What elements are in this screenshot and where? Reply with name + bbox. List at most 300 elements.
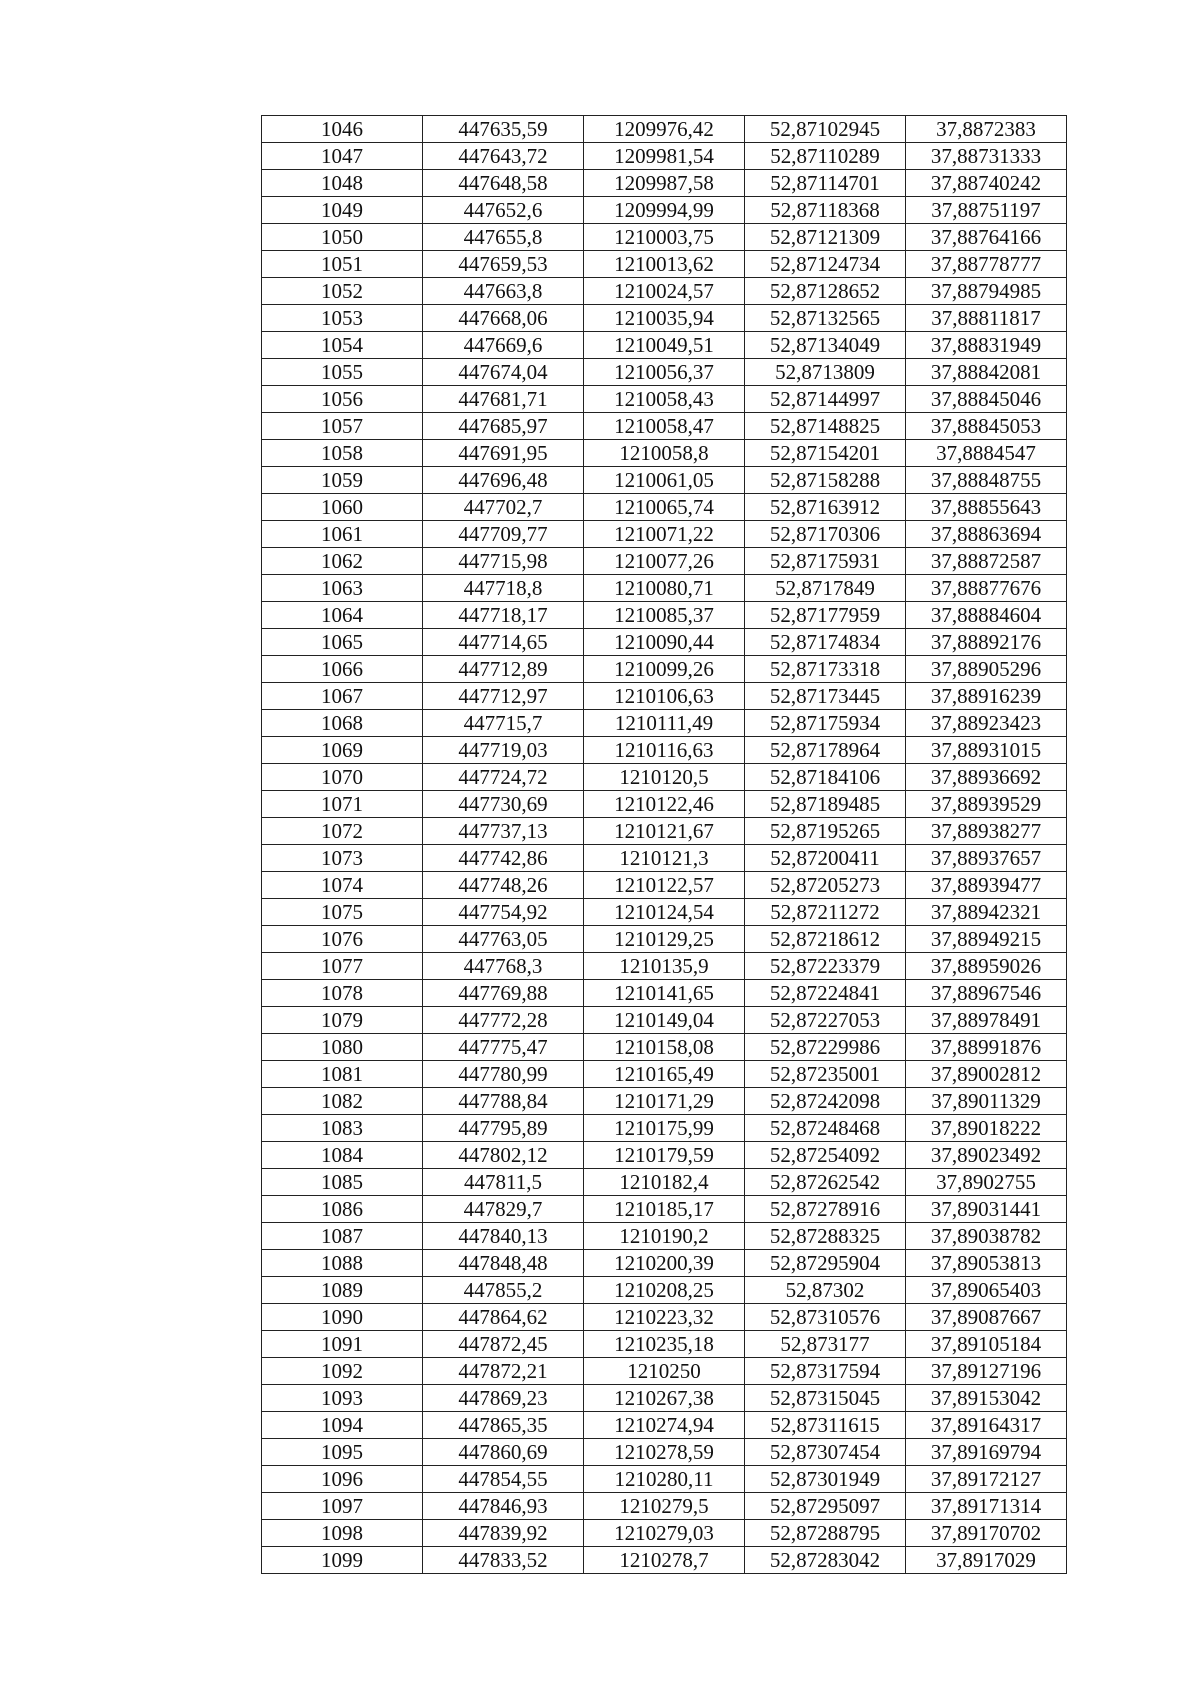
latitude-cell: 52,87200411: [745, 845, 906, 872]
table-row: [262, 1331, 1067, 1358]
latitude-cell: 52,87132565: [745, 305, 906, 332]
longitude-cell: 37,88778777: [906, 251, 1067, 278]
x-coordinate-cell: 447811,5: [423, 1169, 584, 1196]
table-row: [262, 1196, 1067, 1223]
y-coordinate-cell: 1210121,3: [584, 845, 745, 872]
point-number-cell: 1097: [262, 1493, 423, 1520]
table-row: [262, 602, 1067, 629]
longitude-cell: 37,8884547: [906, 440, 1067, 467]
y-coordinate-cell: 1210116,63: [584, 737, 745, 764]
point-number-cell: 1075: [262, 899, 423, 926]
longitude-cell: 37,88845046: [906, 386, 1067, 413]
x-coordinate-cell: 447719,03: [423, 737, 584, 764]
latitude-cell: 52,87184106: [745, 764, 906, 791]
y-coordinate-cell: 1210250: [584, 1358, 745, 1385]
point-number-cell: 1098: [262, 1520, 423, 1547]
y-coordinate-cell: 1210085,37: [584, 602, 745, 629]
x-coordinate-cell: 447718,17: [423, 602, 584, 629]
y-coordinate-cell: 1209994,99: [584, 197, 745, 224]
longitude-cell: 37,88794985: [906, 278, 1067, 305]
longitude-cell: 37,88949215: [906, 926, 1067, 953]
y-coordinate-cell: 1210274,94: [584, 1412, 745, 1439]
table-row: [262, 1034, 1067, 1061]
table-row: [262, 1007, 1067, 1034]
point-number-cell: 1084: [262, 1142, 423, 1169]
y-coordinate-cell: 1210165,49: [584, 1061, 745, 1088]
table-row: [262, 764, 1067, 791]
longitude-cell: 37,88936692: [906, 764, 1067, 791]
latitude-cell: 52,87178964: [745, 737, 906, 764]
latitude-cell: 52,87223379: [745, 953, 906, 980]
x-coordinate-cell: 447712,89: [423, 656, 584, 683]
table-row: [262, 953, 1067, 980]
table-row: [262, 1493, 1067, 1520]
point-number-cell: 1091: [262, 1331, 423, 1358]
x-coordinate-cell: 447718,8: [423, 575, 584, 602]
table-row: [262, 359, 1067, 386]
latitude-cell: 52,87301949: [745, 1466, 906, 1493]
table-row: [262, 197, 1067, 224]
table-row: [262, 548, 1067, 575]
longitude-cell: 37,88731333: [906, 143, 1067, 170]
y-coordinate-cell: 1210141,65: [584, 980, 745, 1007]
point-number-cell: 1064: [262, 602, 423, 629]
y-coordinate-cell: 1210120,5: [584, 764, 745, 791]
point-number-cell: 1099: [262, 1547, 423, 1574]
latitude-cell: 52,87254092: [745, 1142, 906, 1169]
y-coordinate-cell: 1210049,51: [584, 332, 745, 359]
longitude-cell: 37,89172127: [906, 1466, 1067, 1493]
x-coordinate-cell: 447802,12: [423, 1142, 584, 1169]
latitude-cell: 52,87315045: [745, 1385, 906, 1412]
point-number-cell: 1076: [262, 926, 423, 953]
point-number-cell: 1077: [262, 953, 423, 980]
point-number-cell: 1048: [262, 170, 423, 197]
x-coordinate-cell: 447865,35: [423, 1412, 584, 1439]
longitude-cell: 37,89170702: [906, 1520, 1067, 1547]
latitude-cell: 52,87242098: [745, 1088, 906, 1115]
y-coordinate-cell: 1209981,54: [584, 143, 745, 170]
y-coordinate-cell: 1210121,67: [584, 818, 745, 845]
point-number-cell: 1056: [262, 386, 423, 413]
y-coordinate-cell: 1210058,47: [584, 413, 745, 440]
point-number-cell: 1047: [262, 143, 423, 170]
longitude-cell: 37,89171314: [906, 1493, 1067, 1520]
y-coordinate-cell: 1210278,7: [584, 1547, 745, 1574]
point-number-cell: 1070: [262, 764, 423, 791]
y-coordinate-cell: 1210024,57: [584, 278, 745, 305]
point-number-cell: 1095: [262, 1439, 423, 1466]
y-coordinate-cell: 1210080,71: [584, 575, 745, 602]
latitude-cell: 52,87295904: [745, 1250, 906, 1277]
latitude-cell: 52,87288325: [745, 1223, 906, 1250]
x-coordinate-cell: 447674,04: [423, 359, 584, 386]
table-row: [262, 1115, 1067, 1142]
y-coordinate-cell: 1210013,62: [584, 251, 745, 278]
point-number-cell: 1074: [262, 872, 423, 899]
latitude-cell: 52,87307454: [745, 1439, 906, 1466]
x-coordinate-cell: 447763,05: [423, 926, 584, 953]
table-row: [262, 1169, 1067, 1196]
point-number-cell: 1086: [262, 1196, 423, 1223]
table-row: [262, 791, 1067, 818]
x-coordinate-cell: 447714,65: [423, 629, 584, 656]
latitude-cell: 52,873177: [745, 1331, 906, 1358]
latitude-cell: 52,87262542: [745, 1169, 906, 1196]
latitude-cell: 52,87227053: [745, 1007, 906, 1034]
longitude-cell: 37,88740242: [906, 170, 1067, 197]
longitude-cell: 37,89127196: [906, 1358, 1067, 1385]
table-row: [262, 1088, 1067, 1115]
latitude-cell: 52,87110289: [745, 143, 906, 170]
latitude-cell: 52,87175931: [745, 548, 906, 575]
y-coordinate-cell: 1210185,17: [584, 1196, 745, 1223]
point-number-cell: 1067: [262, 683, 423, 710]
latitude-cell: 52,87177959: [745, 602, 906, 629]
y-coordinate-cell: 1210099,26: [584, 656, 745, 683]
x-coordinate-cell: 447780,99: [423, 1061, 584, 1088]
longitude-cell: 37,88905296: [906, 656, 1067, 683]
y-coordinate-cell: 1210279,5: [584, 1493, 745, 1520]
latitude-cell: 52,87235001: [745, 1061, 906, 1088]
latitude-cell: 52,87278916: [745, 1196, 906, 1223]
x-coordinate-cell: 447833,52: [423, 1547, 584, 1574]
table-row: [262, 143, 1067, 170]
table-row: [262, 1142, 1067, 1169]
table-row: [262, 926, 1067, 953]
latitude-cell: 52,8713809: [745, 359, 906, 386]
latitude-cell: 52,87211272: [745, 899, 906, 926]
point-number-cell: 1058: [262, 440, 423, 467]
table-row: [262, 170, 1067, 197]
y-coordinate-cell: 1210280,11: [584, 1466, 745, 1493]
point-number-cell: 1069: [262, 737, 423, 764]
x-coordinate-cell: 447775,47: [423, 1034, 584, 1061]
x-coordinate-cell: 447769,88: [423, 980, 584, 1007]
x-coordinate-cell: 447696,48: [423, 467, 584, 494]
latitude-cell: 52,87124734: [745, 251, 906, 278]
longitude-cell: 37,88751197: [906, 197, 1067, 224]
x-coordinate-cell: 447715,98: [423, 548, 584, 575]
x-coordinate-cell: 447668,06: [423, 305, 584, 332]
x-coordinate-cell: 447648,58: [423, 170, 584, 197]
latitude-cell: 52,87173318: [745, 656, 906, 683]
latitude-cell: 52,87175934: [745, 710, 906, 737]
y-coordinate-cell: 1210278,59: [584, 1439, 745, 1466]
latitude-cell: 52,87163912: [745, 494, 906, 521]
y-coordinate-cell: 1210135,9: [584, 953, 745, 980]
point-number-cell: 1078: [262, 980, 423, 1007]
table-row: [262, 1466, 1067, 1493]
longitude-cell: 37,88872587: [906, 548, 1067, 575]
x-coordinate-cell: 447754,92: [423, 899, 584, 926]
latitude-cell: 52,87118368: [745, 197, 906, 224]
table-row: [262, 1223, 1067, 1250]
longitude-cell: 37,88942321: [906, 899, 1067, 926]
point-number-cell: 1072: [262, 818, 423, 845]
table-row: [262, 683, 1067, 710]
longitude-cell: 37,89105184: [906, 1331, 1067, 1358]
longitude-cell: 37,88938277: [906, 818, 1067, 845]
x-coordinate-cell: 447702,7: [423, 494, 584, 521]
longitude-cell: 37,89164317: [906, 1412, 1067, 1439]
x-coordinate-cell: 447848,48: [423, 1250, 584, 1277]
y-coordinate-cell: 1210279,03: [584, 1520, 745, 1547]
point-number-cell: 1060: [262, 494, 423, 521]
longitude-cell: 37,89002812: [906, 1061, 1067, 1088]
longitude-cell: 37,88991876: [906, 1034, 1067, 1061]
latitude-cell: 52,87128652: [745, 278, 906, 305]
table-row: [262, 818, 1067, 845]
y-coordinate-cell: 1210235,18: [584, 1331, 745, 1358]
longitude-cell: 37,88811817: [906, 305, 1067, 332]
x-coordinate-cell: 447864,62: [423, 1304, 584, 1331]
x-coordinate-cell: 447872,21: [423, 1358, 584, 1385]
point-number-cell: 1059: [262, 467, 423, 494]
x-coordinate-cell: 447872,45: [423, 1331, 584, 1358]
y-coordinate-cell: 1210208,25: [584, 1277, 745, 1304]
table-row: [262, 1412, 1067, 1439]
latitude-cell: 52,87283042: [745, 1547, 906, 1574]
y-coordinate-cell: 1210223,32: [584, 1304, 745, 1331]
point-number-cell: 1049: [262, 197, 423, 224]
table-row: [262, 494, 1067, 521]
latitude-cell: 52,87311615: [745, 1412, 906, 1439]
table-row: [262, 1520, 1067, 1547]
longitude-cell: 37,88764166: [906, 224, 1067, 251]
x-coordinate-cell: 447681,71: [423, 386, 584, 413]
point-number-cell: 1092: [262, 1358, 423, 1385]
latitude-cell: 52,87158288: [745, 467, 906, 494]
latitude-cell: 52,87144997: [745, 386, 906, 413]
y-coordinate-cell: 1210171,29: [584, 1088, 745, 1115]
x-coordinate-cell: 447712,97: [423, 683, 584, 710]
x-coordinate-cell: 447669,6: [423, 332, 584, 359]
x-coordinate-cell: 447685,97: [423, 413, 584, 440]
point-number-cell: 1066: [262, 656, 423, 683]
point-number-cell: 1046: [262, 116, 423, 143]
longitude-cell: 37,89011329: [906, 1088, 1067, 1115]
y-coordinate-cell: 1210149,04: [584, 1007, 745, 1034]
latitude-cell: 52,87170306: [745, 521, 906, 548]
x-coordinate-cell: 447737,13: [423, 818, 584, 845]
table-row: [262, 521, 1067, 548]
point-number-cell: 1094: [262, 1412, 423, 1439]
x-coordinate-cell: 447748,26: [423, 872, 584, 899]
point-number-cell: 1083: [262, 1115, 423, 1142]
y-coordinate-cell: 1210267,38: [584, 1385, 745, 1412]
table-row: [262, 575, 1067, 602]
y-coordinate-cell: 1210124,54: [584, 899, 745, 926]
x-coordinate-cell: 447635,59: [423, 116, 584, 143]
longitude-cell: 37,89087667: [906, 1304, 1067, 1331]
y-coordinate-cell: 1210058,8: [584, 440, 745, 467]
point-number-cell: 1080: [262, 1034, 423, 1061]
point-number-cell: 1081: [262, 1061, 423, 1088]
latitude-cell: 52,87189485: [745, 791, 906, 818]
longitude-cell: 37,89023492: [906, 1142, 1067, 1169]
point-number-cell: 1050: [262, 224, 423, 251]
table-row: [262, 1277, 1067, 1304]
point-number-cell: 1087: [262, 1223, 423, 1250]
x-coordinate-cell: 447829,7: [423, 1196, 584, 1223]
y-coordinate-cell: 1210077,26: [584, 548, 745, 575]
table-row: [262, 1304, 1067, 1331]
latitude-cell: 52,87229986: [745, 1034, 906, 1061]
x-coordinate-cell: 447652,6: [423, 197, 584, 224]
latitude-cell: 52,87148825: [745, 413, 906, 440]
x-coordinate-cell: 447655,8: [423, 224, 584, 251]
longitude-cell: 37,88939477: [906, 872, 1067, 899]
table-row: [262, 251, 1067, 278]
longitude-cell: 37,88959026: [906, 953, 1067, 980]
point-number-cell: 1088: [262, 1250, 423, 1277]
latitude-cell: 52,87205273: [745, 872, 906, 899]
latitude-cell: 52,87173445: [745, 683, 906, 710]
longitude-cell: 37,89038782: [906, 1223, 1067, 1250]
longitude-cell: 37,89065403: [906, 1277, 1067, 1304]
x-coordinate-cell: 447715,7: [423, 710, 584, 737]
longitude-cell: 37,88939529: [906, 791, 1067, 818]
y-coordinate-cell: 1210061,05: [584, 467, 745, 494]
table-row: [262, 629, 1067, 656]
x-coordinate-cell: 447772,28: [423, 1007, 584, 1034]
latitude-cell: 52,87102945: [745, 116, 906, 143]
x-coordinate-cell: 447742,86: [423, 845, 584, 872]
longitude-cell: 37,88842081: [906, 359, 1067, 386]
table-body: [262, 116, 1067, 1574]
x-coordinate-cell: 447691,95: [423, 440, 584, 467]
longitude-cell: 37,88848755: [906, 467, 1067, 494]
longitude-cell: 37,88855643: [906, 494, 1067, 521]
latitude-cell: 52,87154201: [745, 440, 906, 467]
table-row: [262, 1385, 1067, 1412]
point-number-cell: 1054: [262, 332, 423, 359]
y-coordinate-cell: 1210111,49: [584, 710, 745, 737]
y-coordinate-cell: 1210090,44: [584, 629, 745, 656]
x-coordinate-cell: 447730,69: [423, 791, 584, 818]
y-coordinate-cell: 1209987,58: [584, 170, 745, 197]
table-row: [262, 278, 1067, 305]
y-coordinate-cell: 1210179,59: [584, 1142, 745, 1169]
longitude-cell: 37,88863694: [906, 521, 1067, 548]
latitude-cell: 52,87295097: [745, 1493, 906, 1520]
table-row: [262, 386, 1067, 413]
table-row: [262, 1547, 1067, 1574]
x-coordinate-cell: 447768,3: [423, 953, 584, 980]
longitude-cell: 37,88916239: [906, 683, 1067, 710]
longitude-cell: 37,8872383: [906, 116, 1067, 143]
latitude-cell: 52,87121309: [745, 224, 906, 251]
longitude-cell: 37,88937657: [906, 845, 1067, 872]
latitude-cell: 52,87134049: [745, 332, 906, 359]
y-coordinate-cell: 1210190,2: [584, 1223, 745, 1250]
longitude-cell: 37,88831949: [906, 332, 1067, 359]
x-coordinate-cell: 447643,72: [423, 143, 584, 170]
x-coordinate-cell: 447840,13: [423, 1223, 584, 1250]
y-coordinate-cell: 1210035,94: [584, 305, 745, 332]
longitude-cell: 37,8902755: [906, 1169, 1067, 1196]
x-coordinate-cell: 447854,55: [423, 1466, 584, 1493]
point-number-cell: 1055: [262, 359, 423, 386]
point-number-cell: 1073: [262, 845, 423, 872]
table-row: [262, 1061, 1067, 1088]
x-coordinate-cell: 447860,69: [423, 1439, 584, 1466]
y-coordinate-cell: 1210056,37: [584, 359, 745, 386]
table-row: [262, 413, 1067, 440]
x-coordinate-cell: 447663,8: [423, 278, 584, 305]
x-coordinate-cell: 447795,89: [423, 1115, 584, 1142]
point-number-cell: 1090: [262, 1304, 423, 1331]
point-number-cell: 1068: [262, 710, 423, 737]
table-row: [262, 872, 1067, 899]
table-row: [262, 1250, 1067, 1277]
latitude-cell: 52,8717849: [745, 575, 906, 602]
table-row: [262, 710, 1067, 737]
table-row: [262, 1439, 1067, 1466]
table-row: [262, 467, 1067, 494]
y-coordinate-cell: 1210065,74: [584, 494, 745, 521]
latitude-cell: 52,87248468: [745, 1115, 906, 1142]
x-coordinate-cell: 447709,77: [423, 521, 584, 548]
latitude-cell: 52,87195265: [745, 818, 906, 845]
point-number-cell: 1079: [262, 1007, 423, 1034]
table-row: [262, 116, 1067, 143]
y-coordinate-cell: 1210129,25: [584, 926, 745, 953]
latitude-cell: 52,87114701: [745, 170, 906, 197]
latitude-cell: 52,87317594: [745, 1358, 906, 1385]
y-coordinate-cell: 1210200,39: [584, 1250, 745, 1277]
x-coordinate-cell: 447869,23: [423, 1385, 584, 1412]
table-row: [262, 305, 1067, 332]
point-number-cell: 1085: [262, 1169, 423, 1196]
point-number-cell: 1062: [262, 548, 423, 575]
x-coordinate-cell: 447855,2: [423, 1277, 584, 1304]
point-number-cell: 1061: [262, 521, 423, 548]
y-coordinate-cell: 1209976,42: [584, 116, 745, 143]
latitude-cell: 52,87174834: [745, 629, 906, 656]
point-number-cell: 1051: [262, 251, 423, 278]
longitude-cell: 37,88884604: [906, 602, 1067, 629]
y-coordinate-cell: 1210175,99: [584, 1115, 745, 1142]
longitude-cell: 37,88931015: [906, 737, 1067, 764]
x-coordinate-cell: 447659,53: [423, 251, 584, 278]
coordinates-table: [261, 115, 1067, 1574]
point-number-cell: 1082: [262, 1088, 423, 1115]
longitude-cell: 37,88845053: [906, 413, 1067, 440]
y-coordinate-cell: 1210122,46: [584, 791, 745, 818]
table-row: [262, 899, 1067, 926]
point-number-cell: 1053: [262, 305, 423, 332]
longitude-cell: 37,88923423: [906, 710, 1067, 737]
longitude-cell: 37,88967546: [906, 980, 1067, 1007]
table-row: [262, 737, 1067, 764]
longitude-cell: 37,8917029: [906, 1547, 1067, 1574]
x-coordinate-cell: 447839,92: [423, 1520, 584, 1547]
latitude-cell: 52,87288795: [745, 1520, 906, 1547]
point-number-cell: 1065: [262, 629, 423, 656]
y-coordinate-cell: 1210071,22: [584, 521, 745, 548]
table-row: [262, 332, 1067, 359]
point-number-cell: 1052: [262, 278, 423, 305]
point-number-cell: 1096: [262, 1466, 423, 1493]
longitude-cell: 37,89053813: [906, 1250, 1067, 1277]
x-coordinate-cell: 447846,93: [423, 1493, 584, 1520]
longitude-cell: 37,89169794: [906, 1439, 1067, 1466]
x-coordinate-cell: 447724,72: [423, 764, 584, 791]
point-number-cell: 1071: [262, 791, 423, 818]
table-row: [262, 440, 1067, 467]
